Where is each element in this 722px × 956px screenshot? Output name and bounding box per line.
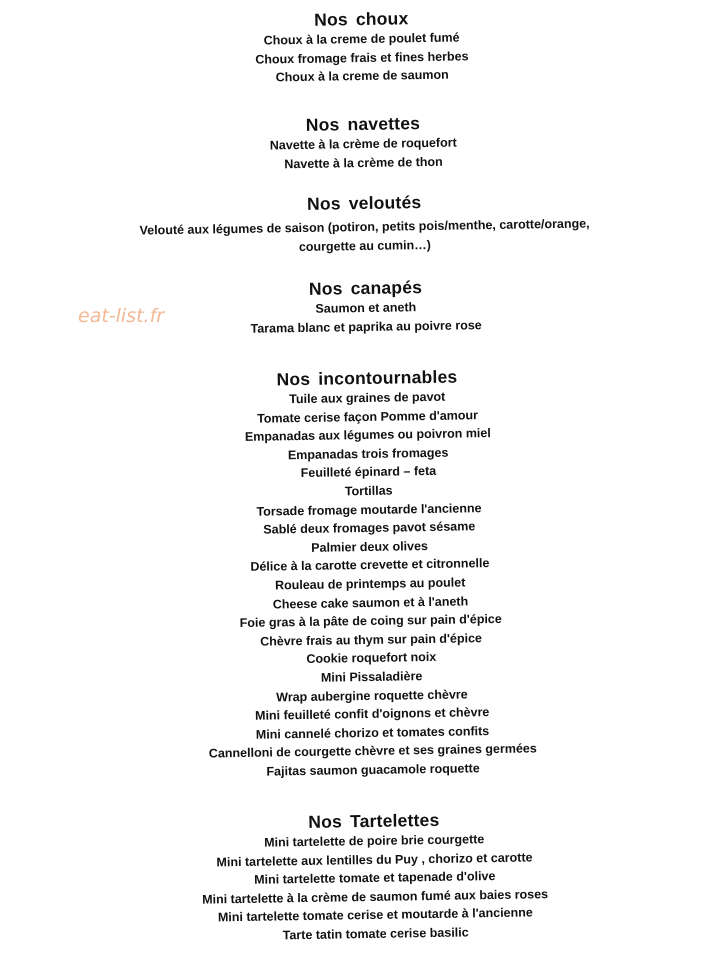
menu-item: Cookie roquefort noix [306, 650, 437, 667]
menu-item: Fajitas saumon guacamole roquette [266, 761, 480, 779]
menu-item: Tarte tatin tomate cerise basilic [282, 925, 469, 943]
menu-item: Empanadas aux légumes ou poivron miel [244, 426, 491, 445]
section-heading: Nos choux [314, 8, 409, 30]
menu-item: Navette à la crème de roquefort [269, 135, 457, 153]
menu-item: Sablé deux fromages pavot sésame [263, 519, 476, 537]
menu-item: Choux à la creme de poulet fumé [263, 30, 460, 48]
menu-item: Mini Pissaladière [320, 669, 423, 685]
menu-item: Mini tartelette aux lentilles du Puy , chorizo et carotte [216, 850, 533, 869]
menu-item: Saumon et aneth [315, 300, 417, 316]
menu-item: Feuilleté épinard – feta [300, 464, 437, 481]
menu-item: Torsade fromage moutarde l'ancienne [256, 500, 482, 519]
menu-item: Wrap aubergine roquette chèvre [276, 686, 468, 704]
menu-item: Mini cannelé chorizo et tomates confits [255, 723, 490, 742]
section-heading: Nos veloutés [306, 192, 422, 214]
menu-item: Foie gras à la pâte de coing sur pain d'épice [239, 611, 502, 631]
section-heading: Nos canapés [308, 277, 423, 299]
section-choux [0, 2, 722, 91]
section-heading: Nos Tartelettes [308, 809, 440, 832]
section-tartelettes [13, 804, 722, 949]
menu-item: Tomate cerise façon Pomme d'amour [257, 407, 479, 426]
menu-item: Mini tartelette à la crème de saumon fumé aux baies roses [202, 886, 549, 907]
section-heading: Nos navettes [305, 113, 421, 135]
section-heading: Nos incontournables [276, 366, 458, 390]
menu-item: courgette au cumin…) [298, 237, 431, 254]
watermark-text: eat-list.fr [78, 305, 165, 327]
menu-item: Velouté aux légumes de saison (potiron, petits pois/menthe, carotte/orange, [139, 216, 590, 238]
menu-item: Rouleau de printemps au poulet [274, 575, 466, 593]
section-incontournables [6, 361, 722, 785]
menu-item: Cannelloni de courgette chèvre et ses graines germées [208, 741, 537, 761]
menu-item: Mini tartelette tomate et tapenade d'olive [254, 869, 496, 887]
menu-item: Chèvre frais au thym sur pain d'épice [260, 630, 483, 649]
menu-item: Cheese cake saumon et à l'aneth [272, 593, 469, 611]
section-navettes [2, 107, 722, 178]
menu-item: Navette à la crème de thon [284, 154, 443, 171]
menu-item: Choux fromage frais et fines herbes [255, 48, 469, 67]
menu-item: Mini feuilleté confit d'oignons et chèvre [254, 705, 490, 723]
section-veloutes [3, 186, 722, 261]
menu-item: Tarama blanc et paprika au poivre rose [250, 317, 482, 336]
menu-item: Choux à la creme de saumon [275, 67, 449, 85]
menu-item: Mini tartelette tomate cerise et moutarde à l'ancienne [217, 905, 533, 925]
menu-item: Tortillas [344, 483, 393, 499]
menu-item: Tuile aux graines de pavot [289, 389, 446, 407]
menu-item: Palmier deux olives [311, 538, 429, 555]
menu-item: Mini tartelette de poire brie courgette [264, 832, 485, 850]
menu-item: Délice à la carotte crevette et citronnelle [250, 556, 490, 575]
menu-item: Empanadas trois fromages [287, 445, 449, 462]
